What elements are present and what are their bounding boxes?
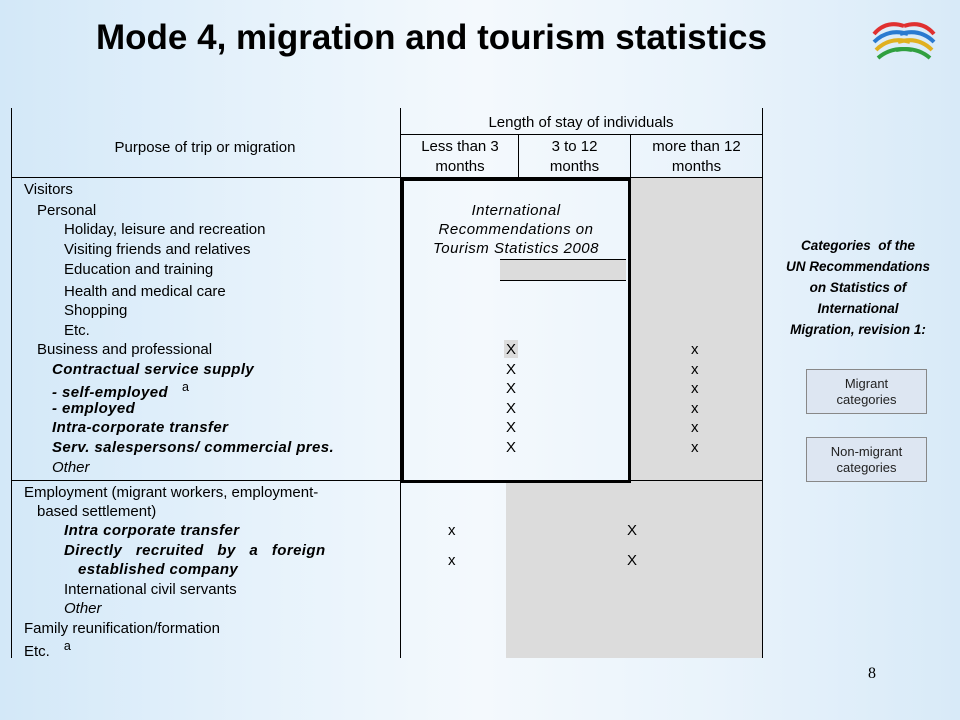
slide-title: Mode 4, migration and tourism statistics <box>96 18 767 57</box>
mark-direct-col2: X <box>627 552 638 569</box>
mark-contractual-col3: x <box>691 361 699 378</box>
row-other-1: Other <box>52 459 90 476</box>
row-health: Health and medical care <box>64 283 226 300</box>
shaded-region-migration <box>506 480 762 658</box>
col3-line1: more than 12 <box>652 138 741 155</box>
row-self-employed <box>52 380 189 401</box>
row-visiting: Visiting friends and relatives <box>64 241 251 258</box>
col2-line1: 3 to 12 <box>551 138 598 155</box>
tourism-box-label <box>410 201 622 258</box>
row-intra-corporate: Intra-corporate transfer <box>52 419 229 436</box>
footnote-marker-1: a <box>182 380 190 394</box>
etc-2-label: Etc. <box>24 643 50 660</box>
stay-header-underline <box>400 134 762 135</box>
row-serv-salespersons: Serv. salespersons/ commercial pres. <box>52 439 335 456</box>
row-employment-2: based settlement) <box>37 503 157 520</box>
row-directly-recruited-1: Directly recruited by a foreign <box>64 542 326 559</box>
migrant-line-1: Migrant <box>844 375 889 391</box>
row-civil-servants: International civil servants <box>64 581 237 598</box>
un-line-4: International <box>817 301 899 316</box>
row-personal: Personal <box>37 202 97 219</box>
row-education: Education and training <box>64 261 214 278</box>
mark-intra2-col2: X <box>627 522 638 539</box>
mark-business-col3: x <box>691 341 699 358</box>
header-bottom-rule <box>11 177 762 178</box>
mark-self-employed-col3: x <box>691 380 699 397</box>
row-intra-corporate-2: Intra corporate transfer <box>64 522 240 539</box>
row-shopping: Shopping <box>64 302 128 319</box>
non-migrant-line-1: Non-migrant <box>830 443 903 459</box>
page-number: 8 <box>868 665 876 682</box>
table-left-border <box>11 108 12 658</box>
col1-line2: months <box>435 158 485 175</box>
legend-migrant-categories <box>806 369 927 414</box>
tourism-line-3: Tourism Statistics 2008 <box>432 240 599 257</box>
col-header-less-than-3 <box>402 137 518 177</box>
mark-intra2-col0: x <box>448 522 456 539</box>
mark-employed-col1: X <box>506 400 517 417</box>
col1-line1: Less than 3 <box>421 138 499 155</box>
row-business: Business and professional <box>37 341 213 358</box>
un-line-1: Categories of the <box>800 238 916 253</box>
tourism-line-1: International <box>471 202 561 219</box>
col-header-3-to-12 <box>519 137 630 177</box>
legend-non-migrant-categories <box>806 437 927 482</box>
self-employed-label: - self-employed <box>52 384 169 401</box>
mark-intra-col1: X <box>506 419 517 436</box>
col-header-more-than-12 <box>631 137 762 177</box>
col3-line2: months <box>671 158 722 175</box>
row-contractual: Contractual service supply <box>52 361 255 378</box>
mark-self-employed-col1: X <box>506 380 517 397</box>
un-line-3: on Statistics of <box>809 280 907 295</box>
section-divider <box>11 480 762 481</box>
wto-logo-icon <box>868 12 940 76</box>
footnote-marker-2: a <box>63 639 71 653</box>
mark-serv-col3: x <box>691 439 699 456</box>
mark-contractual-col1: X <box>506 361 517 378</box>
row-etc-1: Etc. <box>64 322 90 339</box>
un-categories-label <box>764 235 952 340</box>
row-employment-1: Employment (migrant workers, employment- <box>24 484 319 501</box>
row-employed: - employed <box>52 400 136 417</box>
un-line-2: UN Recommendations <box>785 259 931 274</box>
stay-header: Length of stay of individuals <box>488 114 674 131</box>
mark-business-col1: X <box>506 341 517 358</box>
row-etc-2 <box>24 639 71 660</box>
row-other-2: Other <box>64 600 102 617</box>
tourism-line-2: Recommendations on <box>438 221 594 238</box>
row-visitors: Visitors <box>24 181 73 198</box>
migrant-line-2: categories <box>836 391 897 407</box>
col2-line2: months <box>549 158 600 175</box>
table-right-border <box>762 108 763 658</box>
row-directly-recruited-2: established company <box>78 561 239 578</box>
mark-direct-col0: x <box>448 552 456 569</box>
mark-intra-col3: x <box>691 419 699 436</box>
non-migrant-line-2: categories <box>836 459 897 475</box>
purpose-header: Purpose of trip or migration <box>114 139 296 156</box>
mark-employed-col3: x <box>691 400 699 417</box>
row-holiday: Holiday, leisure and recreation <box>64 221 266 238</box>
mark-serv-col1: X <box>506 439 517 456</box>
row-family: Family reunification/formation <box>24 620 220 637</box>
un-line-5: Migration, revision 1: <box>790 322 926 337</box>
